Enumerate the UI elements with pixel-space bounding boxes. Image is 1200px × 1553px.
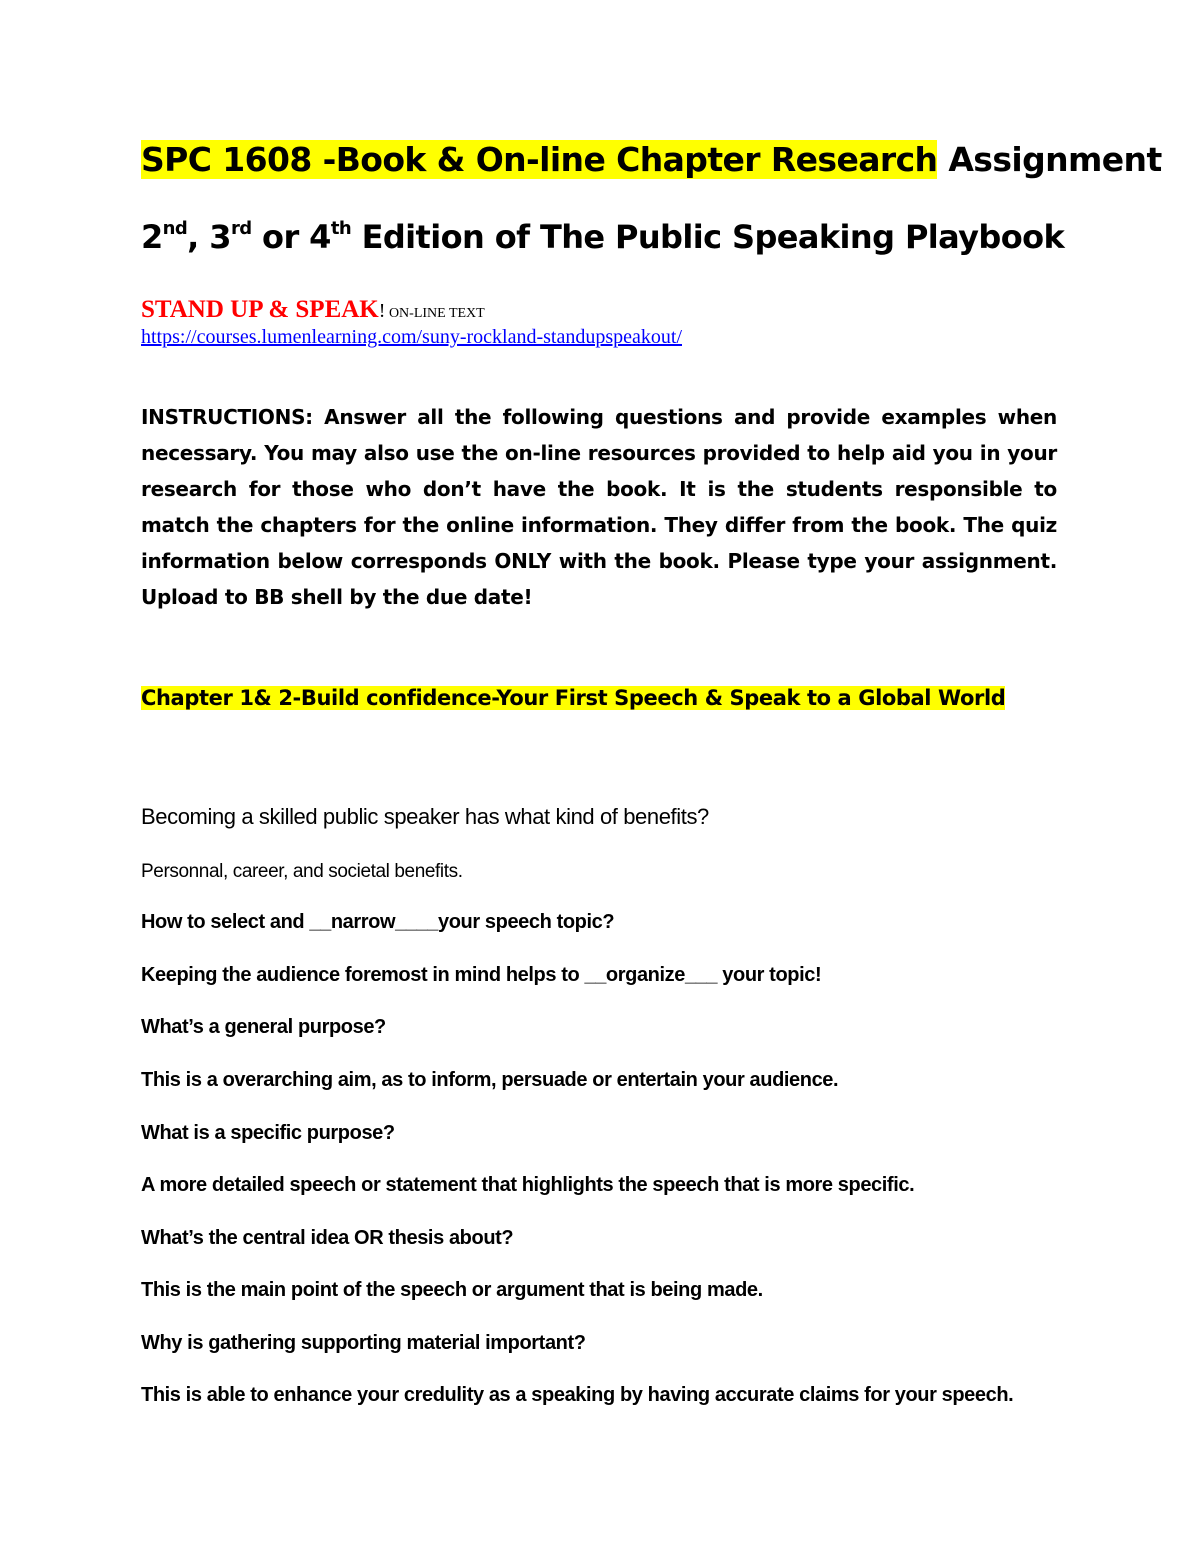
edition-2-suffix: nd bbox=[162, 218, 188, 239]
edition-2: 2 bbox=[141, 218, 163, 256]
online-text-link[interactable]: https://courses.lumenlearning.com/suny-rockland-standupspeakout/ bbox=[141, 326, 682, 348]
answer-supporting-material: This is able to enhance your credulity as a speaking by having accurate claims for your speech. bbox=[141, 1384, 1014, 1406]
chapter-heading-text: Chapter 1& 2-Build confidence-Your First Speech & Speak to a Global World bbox=[141, 686, 1006, 710]
edition-or: or bbox=[251, 218, 310, 256]
question-general-purpose: What’s a general purpose? bbox=[141, 1016, 386, 1038]
online-text-heading bbox=[141, 296, 485, 324]
answer-specific-purpose: A more detailed speech or statement that highlights the speech that is more specific. bbox=[141, 1174, 915, 1196]
title-highlighted: SPC 1608 -Book & On-line Chapter Research bbox=[141, 140, 938, 179]
edition-rest: Edition of The Public Speaking Playbook bbox=[351, 218, 1065, 256]
edition-4: 4 bbox=[309, 218, 331, 256]
answer-central-idea: This is the main point of the speech or argument that is being made. bbox=[141, 1279, 763, 1301]
instructions-paragraph: INSTRUCTIONS: Answer all the following questions and provide examples when necessary. You may also use the on-line resources provided to help aid you in your research for those who don’t have the book. It is the students responsible to match the chapters for the online information. They differ from the book. The quiz information below corresponds ONLY with the book. Please type your assignment. Upload to BB shell by the due date! bbox=[141, 405, 1057, 609]
edition-subtitle bbox=[141, 218, 1064, 256]
question-narrow-topic: How to select and __narrow____your speech topic? bbox=[141, 911, 615, 933]
edition-sep: , bbox=[187, 218, 210, 256]
answer-benefits: Personnal, career, and societal benefits. bbox=[141, 861, 463, 882]
answer-general-purpose: This is a overarching aim, as to inform, persuade or entertain your audience. bbox=[141, 1069, 839, 1091]
question-central-idea: What’s the central idea OR thesis about? bbox=[141, 1227, 514, 1249]
question-benefits: Becoming a skilled public speaker has what kind of benefits? bbox=[141, 804, 709, 829]
edition-3: 3 bbox=[209, 218, 231, 256]
edition-3-suffix: rd bbox=[230, 218, 252, 239]
online-text-label: ON-LINE TEXT bbox=[385, 306, 485, 321]
chapter-heading bbox=[141, 686, 1005, 710]
question-organize-topic: Keeping the audience foremost in mind helps to __organize___ your topic! bbox=[141, 964, 822, 986]
question-specific-purpose: What is a specific purpose? bbox=[141, 1122, 395, 1144]
edition-4-suffix: th bbox=[330, 218, 352, 239]
title-rest: Assignment bbox=[937, 140, 1162, 179]
document-title bbox=[141, 140, 1162, 179]
stand-up-speak-title: STAND UP & SPEAK bbox=[141, 296, 379, 323]
stand-exclamation: ! bbox=[378, 300, 386, 322]
question-supporting-material: Why is gathering supporting material important? bbox=[141, 1332, 586, 1354]
